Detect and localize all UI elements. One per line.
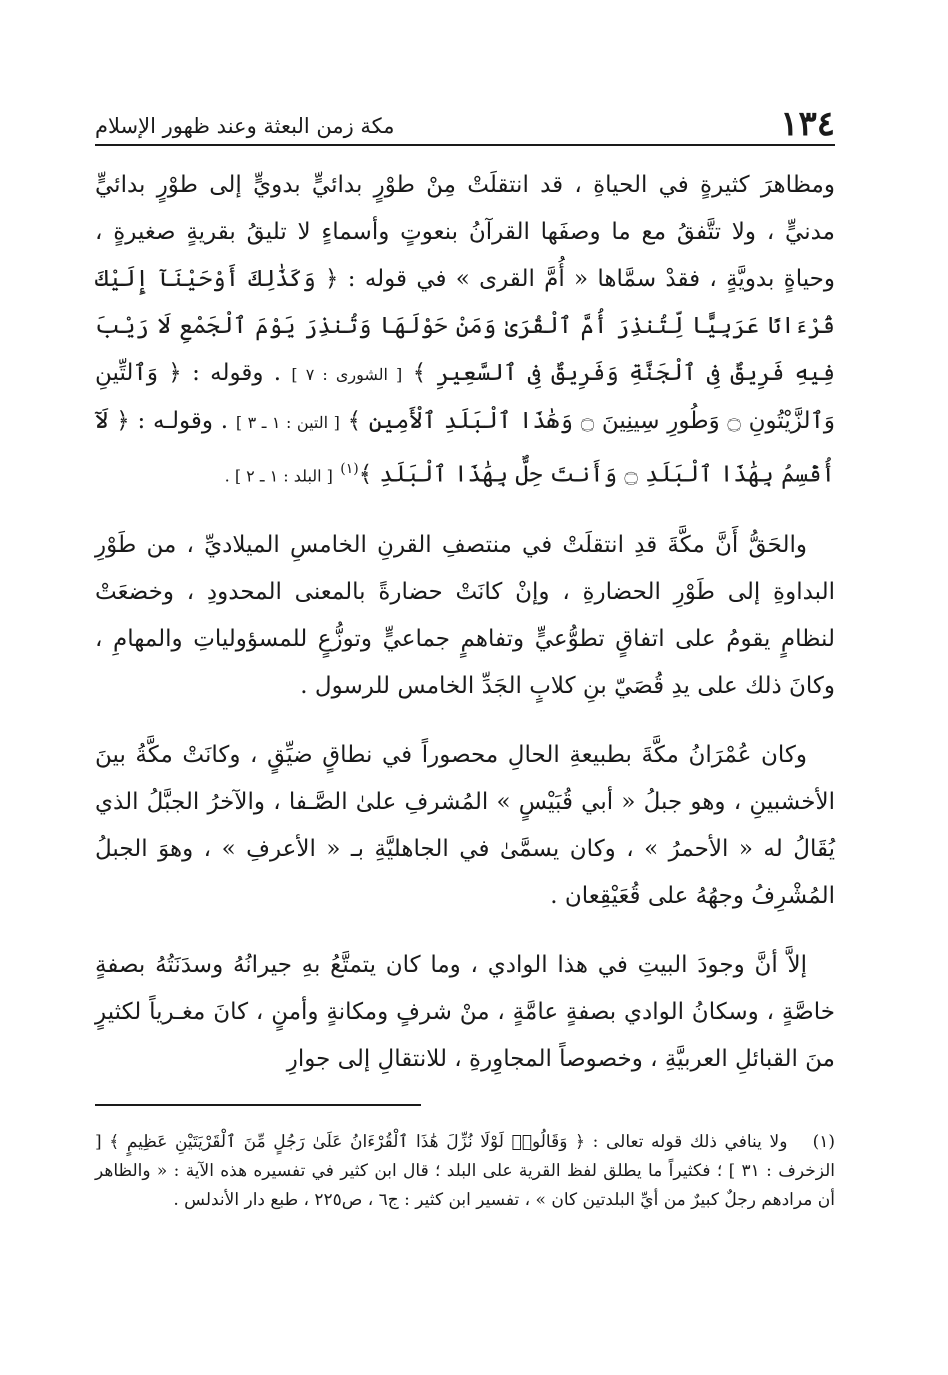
paragraph-1 <box>95 162 835 500</box>
paragraph-3: وكان عُمْرَانُ مكَّةَ بطبيعةِ الحالِ محصوراً في نطاقٍ ضيِّقٍ ، وكانَتْ مكَّةُ بينَ الأخشبينِ ، وهو جبلُ « أبي قُبَيْسٍ » المُشرفِ علىٰ الصَّـفا ، والآخرُ الجبَّلُ الذي يُقَالُ له « الأحمرُ » ، وكان يسمَّىٰ في الجاهليَّةِ بـ « الأعرفِ » ، وهوَ الجبلُ المُشْرِفُ وجهُهُ على قُعَيْقِعان . <box>95 741 835 909</box>
paragraph-2: والحَقُّ أَنَّ مكَّةَ قدِ انتقلَتْ في منتصفِ القرنِ الخامسِ الميلاديِّ ، من طَوْرِ البداوةِ إلى طَوْرِ الحضارةِ ، وإنْ كانَتْ حضارةً بالمعنى المحدودِ ، وخضعَتْ لنظامٍ يقومُ على اتفاقٍ تطوُّعيٍّ وتفاهمٍ جماعيٍّ وتوزُّعٍ للمسؤولياتِ والمهامِ ، وكانَ ذلك على يدِ قُصَيّ بنِ كلابٍ الجَدِّ الخامس للرسول . <box>95 531 835 699</box>
footnote-number: (١) <box>812 1132 836 1152</box>
paragraph-1-text-b: . وقوله : <box>192 360 282 386</box>
book-page <box>95 98 835 1298</box>
footnote <box>95 1128 835 1215</box>
page-header <box>95 98 835 146</box>
quran-verse-shura: ﴿ وَكَذَٰلِكَ أَوْحَيْنَآ إِلَيْكَ قُرْءَانًا عَرَبِيًّا لِّتُنذِرَ أُمَّ ٱلْقُرَىٰ وَمَنْ حَوْلَهَا وَتُنذِرَ يَوْمَ ٱلْجَمْعِ لَا رَيْبَ فِيهِ فَرِيقٌ فِى ٱلْجَنَّةِ وَفَرِيقٌ فِى ٱلسَّعِيرِ ﴾ <box>95 266 836 386</box>
verse-ref-balad: [ البلد : ١ ـ ٢ ] . <box>224 466 333 486</box>
main-text <box>95 162 835 1083</box>
running-title: مكة زمن البعثة وعند ظهور الإسلام <box>95 114 395 138</box>
paragraph-1-text-c: . وقولـه : <box>137 408 229 434</box>
paragraph-1-text-a: ومظاهرَ كثيرةٍ في الحياةِ ، قد انتقلَتْ مِنْ طوْرٍ بدائيٍّ بدويٍّ إلى طوْرٍ بدائيٍّ مدنيٍّ ، ولا تتَّفقُ مع ما وصفَها القرآنُ بنعوتٍ وأسماءٍ لا تليقُ بقريةٍ صغيرةٍ ، وحياةٍ بدويَّةٍ ، فقدْ سمَّاها « أُمَّ القرى » في قوله : <box>95 172 836 292</box>
paragraph-4: إلاَّ أنَّ وجودَ البيتِ في هذا الوادي ، وما كان يتمتَّعُ بهِ جيرانُهُ وسدَنَتُهُ بصفةٍ خاصَّةٍ ، وسكانُ الوادي بصفةٍ عامَّةٍ ، منْ شرفٍ ومكانةٍ وأمنٍ ، كانَ مغـرياً لكثيرٍ منَ القبائلِ العربيَّةِ ، وخصوصاً المجاوِرةِ ، للانتقالِ إلى جوارِ <box>95 951 835 1072</box>
quran-verse-balad: ﴿ لَآ أُقْسِمُ بِهَٰذَا ٱلْبَلَدِ ۝ وَأَنتَ حِلٌّ بِهَٰذَا ٱلْبَلَدِ ﴾ <box>95 408 835 488</box>
page-number: ١٣٤ <box>780 104 835 144</box>
footnote-text-a: ولا ينافي ذلك قوله تعالى : <box>592 1132 788 1152</box>
verse-ref-shura: [ الشورى : ٧ ] <box>291 365 403 384</box>
footnote-quran-verse: ﴿ وَقَالُوا۟ لَوْلَا نُزِّلَ هَٰذَا ٱلْقُرْءَانُ عَلَىٰ رَجُلٍ مِّنَ ٱلْقَرْيَتَيْنِ عَظِيمٍ ﴾ <box>109 1132 586 1152</box>
verse-ref-tin: [ التين : ١ ـ ٣ ] <box>235 413 340 432</box>
footnote-divider <box>95 1104 421 1106</box>
footnote-text-b: [ الزخرف : ٣١ ] ؛ فكثيراً ما يطلق لفظ القرية على البلد ؛ قال ابن كثير في تفسيره هذه الآية : « والظاهر أن مرادهم رجلٌ كبيرٌ من أيِّ البلدتين كان » ، تفسير ابن كثير : ج٦ ، ص٢٢٥ ، طبع دار الأندلس . <box>95 1132 835 1210</box>
footnote-marker: (١) <box>340 461 359 477</box>
quran-verse-tin: ﴿ وَٱلتِّينِ وَٱلزَّيْتُونِ ۝ وَطُورِ سِينِينَ ۝ وَهَٰذَا ٱلْبَلَدِ ٱلْأَمِينِ ﴾ <box>95 360 836 434</box>
